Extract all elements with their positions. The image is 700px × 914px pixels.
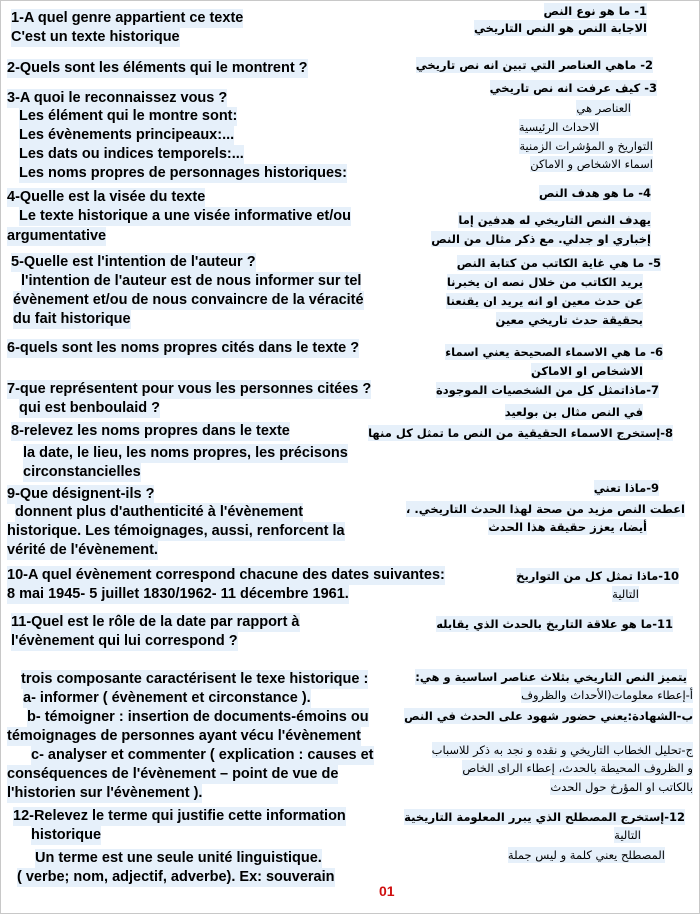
fr-line-q12: 12-Relevez le terme qui justifie cette information [13,808,346,824]
ar-line-ar1: 1- ما هو نوع النص [543,4,647,18]
ar-line-arS1: يتميز النص التاريخي بثلاث عناصر اساسية و هي: [415,670,687,684]
ar-line-ar8: 8-إستخرج الاسماء الحقيقية من النص ما تمثل كل منها [368,426,673,440]
ar-line-ar1b: الاجابة النص هو النص التاريخي [473,21,647,35]
fr-line-a9a: donnent plus d'authenticité à l'évènement [15,504,304,520]
fr-line-q10: 10-A quel évènement correspond chacune des dates suivantes: [7,567,445,583]
fr-line-a3c: Les dats ou indices temporels:... [19,146,244,162]
ar-line-arS4: ج-تحليل الخطاب التاريخي و نقده و نجد به ذكر للاسباب [431,743,693,757]
ar-line-ar7b: في النص مثال بن بولعيد [504,405,643,419]
fr-line-s7: l'historien sur l'évènement ). [7,785,203,801]
fr-line-q7: 7-que représentent pour vous les personnes citées ? [7,381,372,397]
ar-line-ar12b: التالية [614,828,641,842]
fr-line-q8: 8-relevez les noms propres dans le texte [11,423,290,439]
fr-line-s4: témoignages de personnes ayant vécu l'évènement [7,728,361,744]
fr-line-a4b: argumentative [7,228,107,244]
fr-line-q6: 6-quels sont les noms propres cités dans le texte ? [7,340,360,356]
ar-line-ar3a: العناصر هي [576,101,631,115]
ar-line-ar5b: عن حدث معين او انه يريد ان يقنعنا [446,294,643,308]
fr-line-t2: ( verbe; nom, adjectif, adverbe). Ex: souverain [17,869,335,885]
fr-line-q1a: 1-A quel genre appartient ce texte [11,10,244,26]
ar-line-ar5c: بحقيقة حدث تاريخي معين [495,313,643,327]
fr-line-s3: b- témoigner : insertion de documents-émoins ou [27,709,369,725]
ar-line-ar4b: إخباري او جدلي. مع ذكر مثال من النص [431,232,651,246]
fr-line-a5a: l'intention de l'auteur est de nous informer sur tel [21,273,362,289]
ar-line-ar6: 6- ما هي الاسماء الصحيحة يعني اسماء [445,345,663,359]
ar-line-ar5a: يريد الكاتب من خلال نصه ان يخبرنا [446,275,643,289]
fr-line-a3a: Les élément qui le montre sont: [19,108,238,124]
ar-line-arS6: بالكاتب او المؤرخ حول الحدث [550,780,693,794]
fr-line-q3: 3-A quoi le reconnaissez vous ? [7,90,228,106]
fr-line-a3b: Les évènements principeaux:... [19,127,235,143]
fr-line-a3d: Les noms propres de personnages historiques: [19,165,347,181]
ar-line-ar4a: يهدف النص التاريخي له هدفين إما [458,213,651,227]
fr-line-s6: conséquences de l'évènement – point de vue de [7,766,339,782]
ar-line-ar4: 4- ما هو هدف النص [538,186,651,200]
fr-line-a5b: évènement et/ou de nous convaincre de la véracité [13,292,364,308]
ar-line-ar3: 3- كيف عرفت انه نص تاريخي [489,81,657,95]
fr-line-a4a: Le texte historique a une visée informative et/ou [19,208,351,224]
ar-line-ar9a: اعطت النص مزيد من صحة لهذا الحدث التاريخي. ، [405,502,685,516]
ar-line-ar9: 9-ماذا تعني [593,481,659,495]
ar-line-ar10b: التالية [612,587,639,601]
fr-line-q2: 2-Quels sont les éléments qui le montrent ? [7,60,308,76]
fr-line-a8b: circonstancielles [23,464,141,480]
fr-line-q12b: historique [31,827,102,843]
fr-line-q11b: l'évènement qui lui correspond ? [11,633,238,649]
ar-line-arS3: ب-الشهادة:يعني حضور شهود على الحدث في النص [404,709,693,723]
ar-line-ar11: 11-ما هو علاقة التاريخ بالحدث الذي يقابله [436,617,673,631]
fr-line-q4: 4-Quelle est la visée du texte [7,189,206,205]
fr-line-a9b: historique. Les témoignages, aussi, renforcent la [7,523,345,539]
fr-line-q5: 5-Quelle est l'intention de l'auteur ? [11,254,256,270]
fr-line-t1: Un terme est une seule unité linguistique. [35,850,322,866]
fr-line-a5c: du fait historique [13,311,131,327]
fr-line-s5: c- analyser et commenter ( explication : causes et [31,747,374,763]
ar-line-ar3b: الاحداث الرئيسية [518,120,599,134]
fr-line-a1: C'est un texte historique [11,29,180,45]
fr-line-s1: trois composante caractérisent le texe historique : [21,671,369,687]
ar-line-ar12: 12-إستخرج المصطلح الذي يبرر المعلومة التاريخية [404,810,685,824]
fr-line-q11: 11-Quel est le rôle de la date par rapport à [11,614,300,630]
fr-line-a8a: la date, le lieu, les noms propres, les précisons [23,445,348,461]
ar-line-ar10: 10-ماذا تمثل كل من التواريخ [516,569,679,583]
ar-line-ar5: 5- ما هي غاية الكاتب من كتابة النص [456,256,661,270]
ar-line-arS2: أ-إعطاء معلومات(الأحداث والظروف [521,688,693,702]
fr-line-q9: 9-Que désignent-ils ? [7,486,155,502]
page-number: 01 [379,883,395,899]
ar-line-ar9b: أيضا، يعزز حقيقة هذا الحدث [488,520,647,534]
ar-line-ar3c: التواريخ و المؤشرات الزمنية [519,139,653,153]
fr-line-q10b: 8 mai 1945- 5 juillet 1830/1962- 11 décembre 1961. [7,586,349,602]
ar-line-ar3d: اسماء الاشخاص و الاماكن [530,157,653,171]
fr-line-s2: a- informer ( évènement et circonstance ). [23,690,311,706]
ar-line-ar7: 7-ماذاتمثل كل من الشخصيات الموجودة [435,383,659,397]
fr-line-q7b: qui est benboulaid ? [19,400,160,416]
ar-line-arS5: و الظروف المحيطة بالحدث، إعطاء الراى الخاص [462,761,693,775]
fr-line-a9c: vérité de l'évènement. [7,542,158,558]
ar-line-ar12c: المصطلح يعني كلمة و ليس جملة [507,848,665,862]
ar-line-ar6b: الاشخاص او الاماكن [531,364,643,378]
ar-line-ar2: 2- ماهي العناصر التي تبين انه نص تاريخي [415,58,653,72]
